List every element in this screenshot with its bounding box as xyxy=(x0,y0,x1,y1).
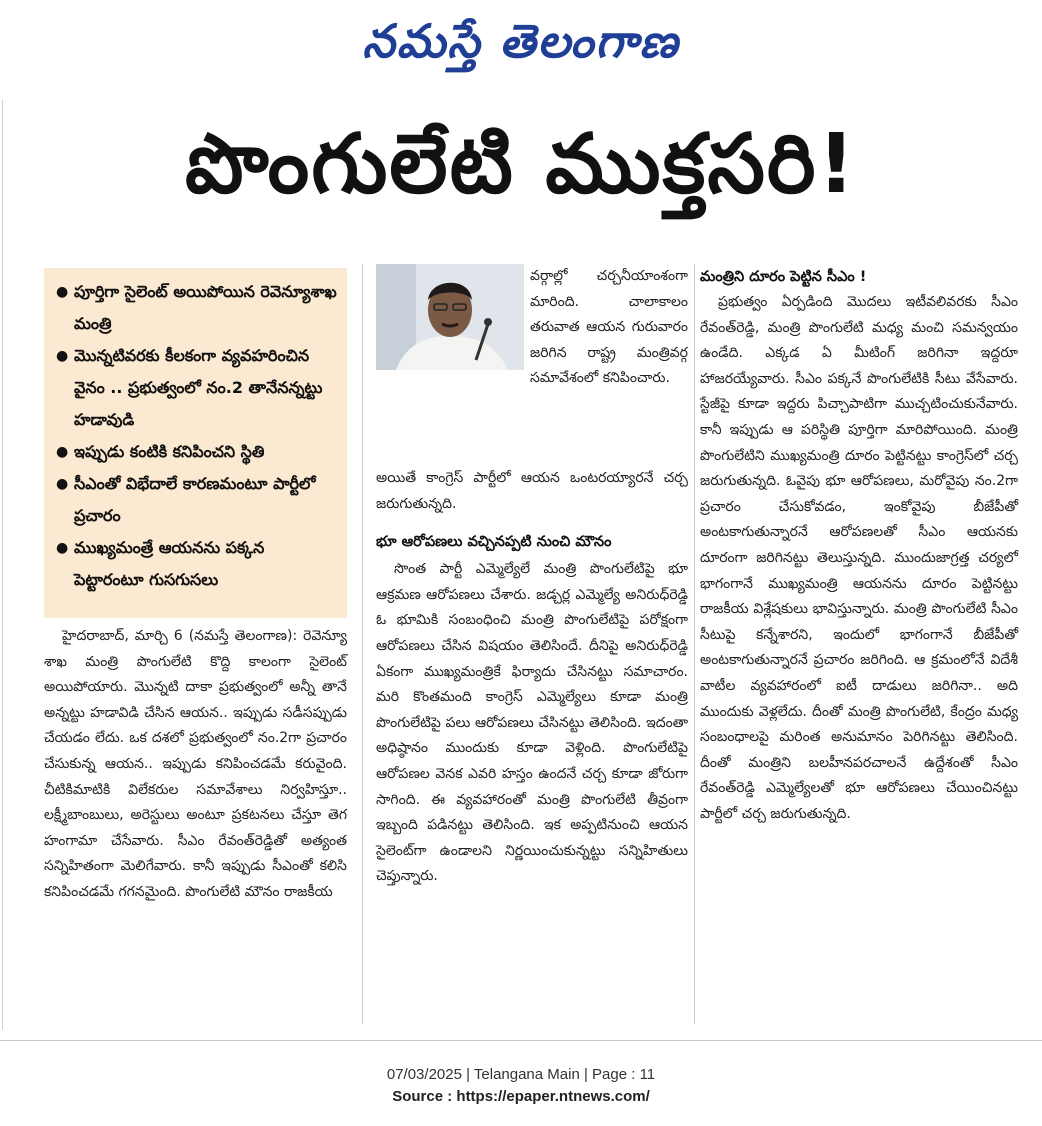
bullet-icon: ● xyxy=(56,348,69,364)
highlight-item: ● పూర్తిగా సైలెంట్ అయిపోయిన రెవెన్యూశాఖ మంత్రి xyxy=(56,276,337,340)
bullet-icon: ● xyxy=(56,284,69,300)
portrait-image xyxy=(376,264,524,370)
article-column-1 xyxy=(44,624,347,906)
highlight-item: ● ఇప్పుడు కంటికి కనిపించని స్థితి xyxy=(56,436,337,468)
source-link[interactable]: Source : https://epaper.ntnews.com/ xyxy=(392,1088,650,1105)
footer-divider xyxy=(0,1040,1042,1041)
edition-info: 07/03/2025 | Telangana Main | Page : 11 xyxy=(386,1066,656,1083)
column-divider xyxy=(362,264,363,1024)
column-divider xyxy=(694,264,695,1024)
column-2-paragraph: సొంత పార్టీ ఎమ్మెల్యేలే మంత్రి పొంగులేటిపై భూ ఆక్రమణ ఆరోపణలు చేశారు. జడ్చర్ల ఎమ్మెల్యే అనిరుధ్‌రెడ్డి ఓ భూమికి సంబంధించి మంత్రి పొంగులేటిపై పరోక్షంగా ఆరోపణలు చేసిన విషయం తెలిసిందే. దీనిపై అనిరుధ్‌రెడ్డి ఏకంగా ముఖ్యమంత్రికే ఫిర్యాదు చేసినట్టు సమాచారం. మరి కొంతమంది కాంగ్రెస్ ఎమ్మెల్యేలు కూడా మంత్రి పొంగులేటిపై పలు ఆరోపణలు చేసినట్టు తెలిసింది. ఇదంతా అధిష్ఠానం ముందుకు కూడా వెళ్లింది. పొంగులేటిపై ఆరోపణల వెనక ఎవరి హస్తం ఉందనే చర్చ కూడా జోరుగా సాగింది. ఈ వ్యవహారంతో మంత్రి పొంగులేటి తీవ్రంగా ఇబ్బంది పడినట్టు తెలిసింది. ఇక అప్పటినుంచి ఆయన సైలెంట్‌గా ఉండాలని నిర్ణయించుకున్నట్టు సన్నిహితులు చెప్తున్నారు. xyxy=(376,561,688,885)
section-subhead: మంత్రిని దూరం పెట్టిన సీఎం ! xyxy=(700,269,867,285)
column-2-top-text: వర్గాల్లో చర్చనీయాంశంగా మారింది. చాలాకాలం తరువాత ఆయన గురువారం జరిగిన రాష్ట్ర మంత్రివర్గ సమావేశంలో కనిపించారు. xyxy=(530,268,688,387)
section-subhead: భూ ఆరోపణలు వచ్చినప్పటి నుంచి మౌనం xyxy=(376,534,612,551)
highlight-item: ● మొన్నటివరకు కీలకంగా వ్యవహరించిన వైనం .. ప్రభుత్వంలో నం.2 తానేనన్నట్టు హడావుడి xyxy=(56,340,337,436)
highlight-item: ● ముఖ్యమంత్రే ఆయనను పక్కన పెట్టారంటూ గుసగుసలు xyxy=(56,532,337,596)
highlights-box xyxy=(44,268,347,618)
minister-photo xyxy=(376,264,524,370)
bullet-icon: ● xyxy=(56,444,69,460)
article-headline: పొంగులేటి ముక్తసరి! xyxy=(185,117,857,212)
column-2-continuation: అయితే కాంగ్రెస్ పార్టీలో ఆయన ఒంటరయ్యారనే చర్చ జరుగుతున్నది. xyxy=(376,470,688,512)
article-column-3 xyxy=(700,264,1018,827)
page-footer xyxy=(0,1064,1042,1108)
column-3-paragraph: ప్రభుత్వం ఏర్పడింది మొదలు ఇటీవలివరకు సీఎం రేవంత్‌రెడ్డి, మంత్రి పొంగులేటి మధ్య మంచి సమన్వయం ఉండేది. ఎక్కడ ఏ మీటింగ్ జరిగినా ఇద్దరూ హాజరయ్యేవారు. సీఎం పక్కనే పొంగులేటికి సీటు వేసేవారు. స్టేజీపై కూడా ఇద్దరు పిచ్చాపాటిగా ముచ్చటించుకునేవారు. కానీ ఇప్పుడు ఆ పరిస్థితి పూర్తిగా మారిపోయింది. మంత్రి పొంగులేటిని ముఖ్యమంత్రి దూరం పెట్టినట్టు కాంగ్రెస్‌లో చర్చ జరుగుతున్నది. ఓవైపు భూ ఆరోపణలు, మరోవైపు నం.2గా ప్రచారం చేసుకోవడం, ఇంకోవైపు బీజేపీతో అంటకాగుతున్నారనే ఆరోపణలతో సీఎం ఆయనకు దూరంగా జరిగినట్టు తెలుస్తున్నది. ముందుజాగ్రత్త చర్యలో భాగంగానే ముఖ్యమంత్రి ఆయనను దూరం పెట్టినట్టు రాజకీయ విశ్లేషకులు భావిస్తున్నారు. మంత్రి పొంగులేటి సీఎం సీటుపై కన్నేశారని, ఇందులో భాగంగానే బీజేపీతో అంటకాగుతున్నారనే ప్రచారం జరిగింది. ఆ క్రమంలోనే విదేశీ వాటీల వ్యవహారంలో ఐటీ దాడులు జరిగినా.. అది ముందుకు వెళ్లలేదు. దీంతో మంత్రి పొంగులేటి, కేంద్రం మధ్య సంబంధాలపై మరింత అనుమానం పెరిగినట్టు తెలిసింది. దీంతో మంత్రిని బలహీనపరచాలనే ఉద్దేశంతో సీఎం రేవంత్‌రెడ్డి ఎమ్మెల్యేలతో భూ ఆరోపణలు చేయించినట్టు పార్టీలో చర్చ జరుగుతున్నది. xyxy=(700,294,1018,822)
bullet-icon: ● xyxy=(56,476,69,492)
highlight-item: ● సీఎంతో విభేదాలే కారణమంటూ పార్టీలో ప్రచారం xyxy=(56,468,337,532)
bullet-icon: ● xyxy=(56,540,69,556)
newspaper-masthead: నమస్తే తెలంగాణ xyxy=(362,14,680,68)
column-1-paragraph: హైదరాబాద్, మార్చి 6 (నమస్తే తెలంగాణ): రెవెన్యూ శాఖ మంత్రి పొంగులేటి కొద్ది కాలంగా సైలెంట్ అయిపోయారు. మొన్నటి దాకా ప్రభుత్వంలో అన్నీ తానే అన్నట్టు హడావిడి చేసిన ఆయన.. ఇప్పుడు సడీసప్పుడు చేయడం లేదు. ఒక దశలో ప్రభుత్వంలో నం.2గా ప్రచారం చేసుకున్న ఆయన.. ఇప్పుడు కనిపించడమే కరువైంది. చీటికిమాటికి విలేకరుల సమావేశాలు నిర్వహిస్తూ.. లక్ష్మీబాంబులు, అరెస్టులు అంటూ ప్రకటనలు చేస్తూ తెగ హంగామా చేసేవారు. సీఎం రేవంత్‌రెడ్డితో అత్యంత సన్నిహితంగా మెలిగేవారు. కానీ ఇప్పుడు సీఎంతో కలిసి కనిపించడమే గగనమైంది. పొంగులేటి మౌనం రాజకీయ xyxy=(44,628,347,900)
left-margin-rule xyxy=(2,100,3,1030)
article-column-2 xyxy=(376,466,688,890)
